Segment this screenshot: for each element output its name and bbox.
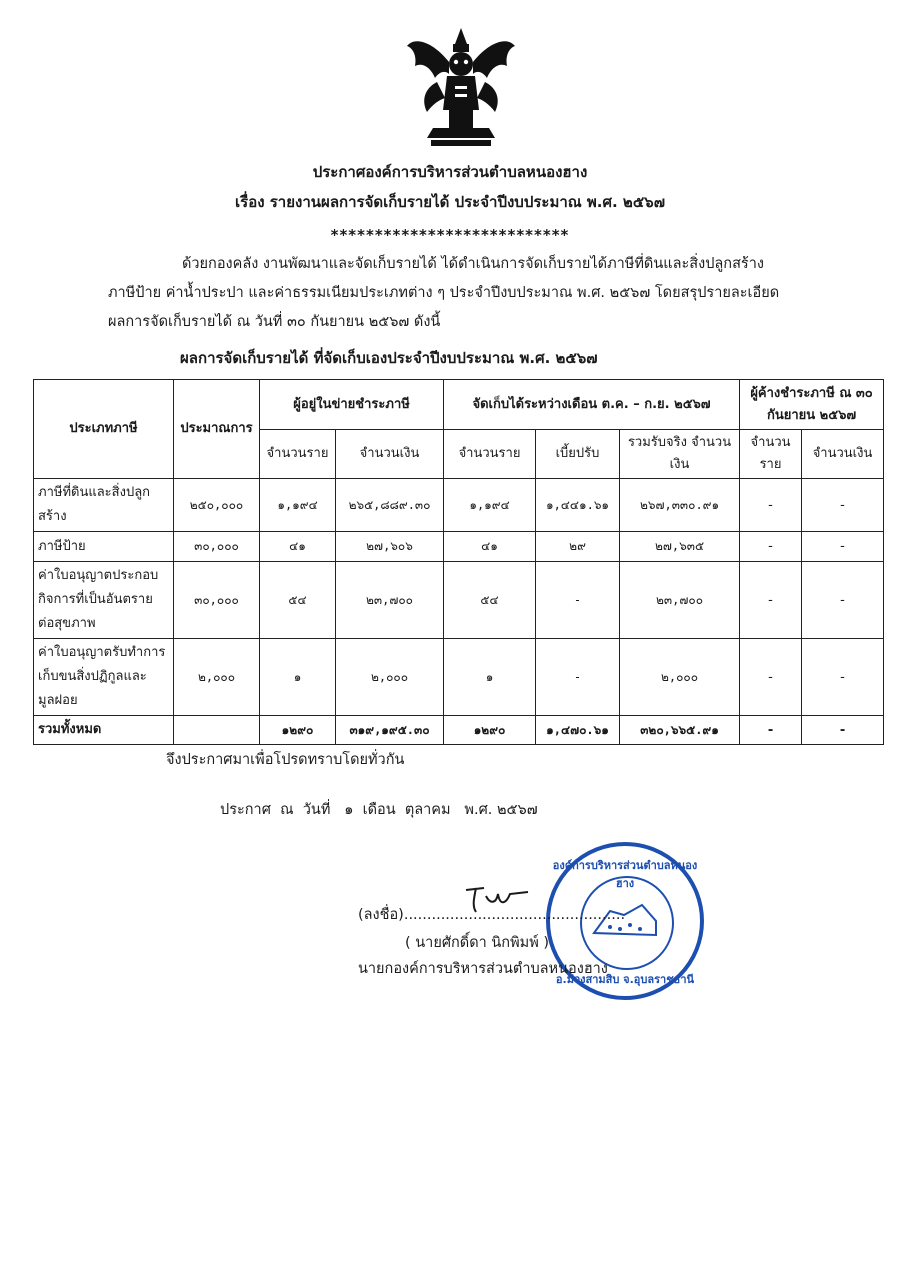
cell-amount: ๒๖๕,๘๘๙.๓๐ <box>336 479 444 532</box>
cell-count: ๔๑ <box>260 532 336 562</box>
cell-received: ๒๗,๖๓๕ <box>620 532 740 562</box>
cell-out-amount: - <box>802 479 884 532</box>
cell-amount: ๒๓,๗๐๐ <box>336 562 444 639</box>
header-outstanding: ผู้ค้างชำระภาษี ณ ๓๐ กันยายน ๒๕๖๗ <box>740 380 884 430</box>
header-collected: จัดเก็บได้ระหว่างเดือน ต.ค. – ก.ย. ๒๕๖๗ <box>444 380 740 430</box>
body-line-3: ผลการจัดเก็บรายได้ ณ วันที่ ๓๐ กันยายน ๒๕๖๗ ดังนี้ <box>108 314 441 330</box>
cell-count: ๕๔ <box>260 562 336 639</box>
body-line-1: ด้วยกองคลัง งานพัฒนาและจัดเก็บรายได้ ได้ดำเนินการจัดเก็บรายได้ภาษีที่ดินและสิ่งปลูกสร้าง <box>182 256 764 272</box>
cell-collected-count: ๕๔ <box>444 562 536 639</box>
table-row <box>34 639 884 716</box>
total-fine: ๑,๔๗๐.๖๑ <box>536 716 620 745</box>
revenue-table <box>33 379 884 745</box>
cell-out-count: - <box>740 562 802 639</box>
cell-fine: - <box>536 639 620 716</box>
header-fine: เบี้ยปรับ <box>536 430 620 479</box>
cell-collected-count: ๑,๑๙๔ <box>444 479 536 532</box>
closing-text: จึงประกาศมาเพื่อโปรดทราบโดยทั่วกัน <box>166 752 405 768</box>
header-collected-count: จำนวนราย <box>444 430 536 479</box>
table-caption: ผลการจัดเก็บรายได้ ที่จัดเก็บเองประจำปีงบประมาณ พ.ศ. ๒๕๖๗ <box>180 349 598 367</box>
table-row <box>34 532 884 562</box>
stamp-bottom-text: อ.ม่วงสามสิบ จ.อุบลราชธานี <box>555 973 695 986</box>
header-count: จำนวนราย <box>260 430 336 479</box>
total-out-count: - <box>740 716 802 745</box>
total-label: รวมทั้งหมด <box>34 716 174 745</box>
cell-fine: - <box>536 562 620 639</box>
cell-estimate: ๒๕๐,๐๐๐ <box>174 479 260 532</box>
cell-type: ภาษีป้าย <box>34 532 174 562</box>
header-amount: จำนวนเงิน <box>336 430 444 479</box>
cell-collected-count: ๔๑ <box>444 532 536 562</box>
cell-received: ๒๖๗,๓๓๐.๙๑ <box>620 479 740 532</box>
cell-fine: ๑,๔๔๑.๖๑ <box>536 479 620 532</box>
total-collected-count: ๑๒๙๐ <box>444 716 536 745</box>
total-count: ๑๒๙๐ <box>260 716 336 745</box>
announce-date: ประกาศ ณ วันที่ ๑ เดือน ตุลาคม พ.ศ. ๒๕๖๗ <box>220 802 538 818</box>
signer-position: นายกองค์การบริหารส่วนตำบลหนองฮาง <box>358 961 608 977</box>
cell-estimate: ๒,๐๐๐ <box>174 639 260 716</box>
signer-name: ( นายศักดิ์ดา นิกพิมพ์ ) <box>405 935 550 951</box>
cell-fine: ๒๙ <box>536 532 620 562</box>
cell-out-amount: - <box>802 639 884 716</box>
header-out-count: จำนวนราย <box>740 430 802 479</box>
stamp-top-text: องค์การบริหารส่วนตำบลหนองฮาง <box>552 859 698 890</box>
body-line-2: ภาษีป้าย ค่าน้ำประปา และค่าธรรมเนียมประเภทต่าง ๆ ประจำปีงบประมาณ พ.ศ. ๒๕๖๗ โดยสรุปรายละเอียด <box>108 285 780 301</box>
cell-type: ค่าใบอนุญาตรับทำการเก็บขนสิ่งปฏิกูลและมูลฝอย <box>34 639 174 716</box>
cell-count: ๑ <box>260 639 336 716</box>
cell-type: ค่าใบอนุญาตประกอบกิจการที่เป็นอันตรายต่อสุขภาพ <box>34 562 174 639</box>
header-total-received: รวมรับจริง จำนวนเงิน <box>620 430 740 479</box>
cell-out-amount: - <box>802 532 884 562</box>
garuda-emblem-icon <box>403 22 519 152</box>
separator-stars: *************************** <box>330 226 570 244</box>
cell-out-count: - <box>740 479 802 532</box>
cell-out-count: - <box>740 532 802 562</box>
cell-type: ภาษีที่ดินและสิ่งปลูกสร้าง <box>34 479 174 532</box>
cell-estimate: ๓๐,๐๐๐ <box>174 532 260 562</box>
cell-out-amount: - <box>802 562 884 639</box>
total-out-amount: - <box>802 716 884 745</box>
header-out-amount: จำนวนเงิน <box>802 430 884 479</box>
cell-received: ๒๓,๗๐๐ <box>620 562 740 639</box>
header-estimate: ประมาณการ <box>174 380 260 479</box>
total-row <box>34 716 884 745</box>
header-taxpayers: ผู้อยู่ในข่ายชำระภาษี <box>260 380 444 430</box>
total-amount: ๓๑๙,๑๙๕.๓๐ <box>336 716 444 745</box>
total-estimate <box>174 716 260 745</box>
announcement-title: ประกาศองค์การบริหารส่วนตำบลหนองฮาง <box>312 163 588 181</box>
cell-received: ๒,๐๐๐ <box>620 639 740 716</box>
total-received: ๓๒๐,๖๖๕.๙๑ <box>620 716 740 745</box>
cell-amount: ๒,๐๐๐ <box>336 639 444 716</box>
signature-line: (ลงชื่อ)................................................ <box>358 907 626 923</box>
cell-amount: ๒๗,๖๐๖ <box>336 532 444 562</box>
table-row <box>34 479 884 532</box>
cell-count: ๑,๑๙๔ <box>260 479 336 532</box>
cell-collected-count: ๑ <box>444 639 536 716</box>
announcement-subject: เรื่อง รายงานผลการจัดเก็บรายได้ ประจำปีงบประมาณ พ.ศ. ๒๕๖๗ <box>235 193 665 211</box>
header-tax-type: ประเภทภาษี <box>34 380 174 479</box>
cell-out-count: - <box>740 639 802 716</box>
cell-estimate: ๓๐,๐๐๐ <box>174 562 260 639</box>
table-row <box>34 562 884 639</box>
